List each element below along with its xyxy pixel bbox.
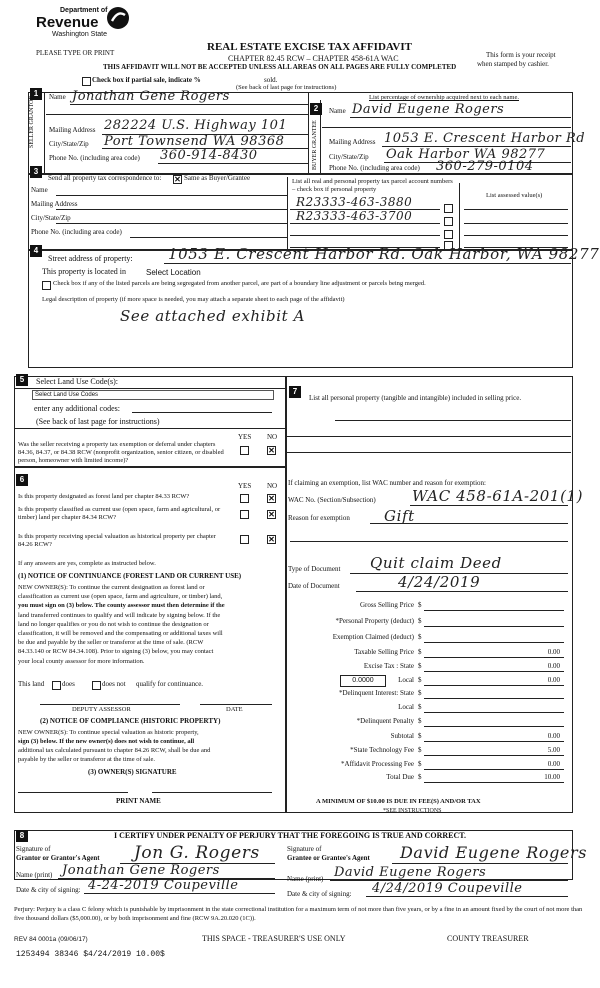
notice-compliance-text: NEW OWNER(S): To continue special valuation as historic property, sign (3) below. If the new owner(s) does not wish to continue, all additional tax calculated pursuant to chapter 84.26 RCW, shall be due and payable by the seller or transferor at the time of sale. [18,729,211,763]
grantee-date-city[interactable]: 4/24/2019 Coupeville [372,881,523,896]
buyer-name-field[interactable]: David Eugene Rogers [352,102,505,117]
state-technology-fee[interactable]: 5.00 [547,746,560,754]
total-due[interactable]: 10.00 [544,773,560,781]
document-date-field[interactable]: 4/24/2019 [398,573,481,591]
forest-no-checkbox[interactable]: ✕ [268,494,275,503]
location-select[interactable]: Select Location [146,268,201,277]
subtotal[interactable]: 0.00 [547,732,560,740]
buyer-phone-field[interactable]: 360-279-0104 [436,159,534,174]
seller-name-field[interactable]: Jonathan Gene Rogers [72,89,230,104]
wa-seal-icon [106,6,130,30]
revenue-logo: Department of Revenue Washington State [36,6,131,40]
parcel-number-2[interactable]: R23333-463-3700 [296,209,413,223]
seller-mailing-field[interactable]: 282224 U.S. Highway 101 [104,118,288,133]
affidavit-processing-fee[interactable]: 0.00 [547,760,560,768]
land-use-select[interactable]: Select Land Use Codes [32,390,274,400]
grantor-date-city[interactable]: 4-24-2019 Coupeville [88,878,239,893]
current-use-no-checkbox[interactable]: ✕ [268,510,275,519]
historic-no-checkbox[interactable]: ✕ [268,535,275,544]
segregated-checkbox[interactable] [42,281,51,290]
buyer-mailing-field[interactable]: 1053 E. Crescent Harbor Rd [384,131,586,146]
land-does-not-checkbox[interactable] [92,681,101,690]
grantee-print-name[interactable]: David Eugene Rogers [334,865,487,880]
same-as-buyer-checkbox[interactable]: ✕ [174,175,181,184]
tax-affidavit-page: Department of Revenue Washington State PLEASE TYPE OR PRINT REAL ESTATE EXCISE TAX AFFIDAVIT CHAPTER 82.45 RCW – CHAPTER 458-61A WAC THIS AFFIDAVIT WILL NOT BE ACCEPTED UNLESS ALL AREAS ON ALL PAGES ARE FULLY COMPLETED This form is your receipt when stamped by cashier. Check box if partial sale, indicate % sold. (See back of last page for instructions) 1 2 SELLER GRANTOR BUYER GRANTEE List percentage of ownership acquired next to each name. Name Jonathan Gene Rogers Mailing Address 282224 U.S. Highway 101 City/State/Zip Port Townsend WA 98368 Phone No. (including area code) 360-914-8430 Name David Eugene Rogers Mailing Address 1053 E. Crescent Harbor Rd City/State/Zip Oak Harbor WA 98277 Phone No. (including area code) 360-279-0104 3 Send all property tax correspondence to: ✕ Same as Buyer/Grantee List all real and personal property tax parcel account numbers – check box if personal property List assessed value(s) Name Mailing Address City/State/Zip Phone No. (including area code) R23333-463-3880 R23333-463-3700 4 Street address of property: 1053 E. Crescent Harbor Rd. Oak Harbor, WA 98277 This property is located in Select Location Check box if any of the listed parcels are being segregated from another parcel, are part of a boundary line adjustment or parcels being merged. Legal description of property (if more space is needed, you may attach a separate sheet to each page of the affidavit) See attached exhibit A 5 Select Land Use Code(s): Select Land Use Codes enter any additional codes: (See back of last page for instructions) YES NO Was the seller receiving a property tax exemption or deferral under chapters 84.36, 84.37, or 84.38 RCW (nonprofit organization, senior citizen, or disabled person, homeowner with limited income)? ✕ 6 YES NO Is this property designated as forest land per chapter 84.33 RCW? ✕ Is this property classified as current use (open space, farm and agricultural, or timber) land per chapter 84.34 RCW? ✕ Is this property receiving special valuation as historical property per chapter 84.26 RCW? ✕ If any answers are yes, complete as instructed below. (1) NOTICE OF CONTINUANCE (FOREST LAND OR CURRENT USE) NEW OWNER(S): To continue the current designation as forest land or classification as current use (open space, farm and agriculture, or timber) land, you must sign on (3) below. The county assessor must then determine if the land transferred continues to qualify and will indicate by signing below. If the land no longer qualifies or you do not wish to continue the designation or classification, it will be removed and the compensating or additional taxes will be due and payable by the seller or transferor at the time of sale. (RCW 84.33.140 or RCW 84.34.108). Prior to signing (3) below, you may contact your local county assessor for more information. This land does does not qualify for continuance. DEPUTY ASSESSOR DATE (2) NOTICE OF COMPLIANCE (HISTORIC PROPERTY) NEW OWNER(S): To continue special valuation as historic property, sign (3) below. If the new owner(s) does not wish to continue, all additional tax calculated pursuant to chapter 84.26 RCW, shall be due and payable by the seller or transferor at the time of sale. (3) OWNER(S) SIGNATURE PRINT NAME 7 List all personal property (tangible and intangible) included in selling price. If claiming an exemption, list WAC number and reason for exemption: WAC No. (Section/Subsection) WAC 458-61A-201(1) Reason for exemption Gift Type of Document Quit claim Deed Date of Document 4/24/2019 Gross Selling Price $ *Personal Property (deduct) $ Exemption Claimed (deduct) $ Taxable Selling Price $ 0.00 Excise Tax : State $ 0.00 0.0000 Local $ 0.00 *Delinquent Interest: State $ Local $ *Delinquent Penalty $ Subtotal $ 0.00 *State Technology Fee $ 5.00 *Affidavit Processing Fee $ 0.00 Total Due $ 10.00 A MINIMUM OF $10.00 IS DUE IN FEE(S) AND/OR TAX *SEE INSTRUCTIONS 8 I CERTIFY UNDER PENALTY OF PERJURY THAT THE FOREGOING IS TRUE AND CORRECT. Signature of Grantor or Grantor's Agent Jon G. Rogers Name (print) Jonathan Gene Rogers Date & city of signing: 4-24-2019 Coupeville Signature of Grantee or Grantee's Agent David Eugene Rogers Name (print) David Eugene Rogers Date & city of signing: 4/24/2019 Coupeville Perjury: Perjury is a class C felony which is punishable by imprisonment in the state correctional institution for a maximum term of not more than five years, or by a fine in an amount fixed by the court of not more than five thousand dollars ($5,000.00), or by both imprisonment and fine (RCW 9A.20.020 (1C)). REV 84 0001a (09/06/17) THIS SPACE - TREASURER'S USE ONLY COUNTY TREASURER 1253494 38346 $4/24/2019 10.00$ [14,7,600,959]
land-does-checkbox[interactable] [52,681,61,690]
notice-continuance-text: NEW OWNER(S): To continue the current designation as forest land or classification as current use (open space, farm and agriculture, or timber) land, you must sign on (3) below. The county assessor must then determine if the land transferred continues to qualify and will indicate by signing below. If the land no longer qualifies or you do not wish to continue the designation or classification, it will be removed and the compensating or additional taxes will be due and payable by the seller or transferor at the time of sale. (RCW 84.33.140 or RCW 84.34.108). Prior to signing (3) below, you may contact your local county assessor for more information. [18,584,225,665]
grantor-print-name[interactable]: Jonathan Gene Rogers [62,863,220,878]
perjury-notice: Perjury: Perjury is a class C felony which is punishable by imprisonment in the state correctional institution for a maximum term of not more than five years, or by a fine in an amount fixed by the court of not more than five thousand dollars ($5,000.00), or by both imprisonment and fine (RCW 9A.20.020 (1C)). [14,906,583,922]
exemption-reason-field[interactable]: Gift [384,507,415,525]
historic-yes-checkbox[interactable] [240,535,249,544]
parcel-number-1[interactable]: R23333-463-3880 [296,195,413,209]
seller-city-field[interactable]: Port Townsend WA 98368 [104,134,285,149]
excise-tax-local[interactable]: 0.00 [547,676,560,684]
seller-phone-field[interactable]: 360-914-8430 [160,148,258,163]
grantee-signature[interactable]: David Eugene Rogers [400,843,588,862]
excise-tax-state[interactable]: 0.00 [547,662,560,670]
local-rate-field[interactable]: 0.0000 [340,675,386,687]
exemption-yes-checkbox[interactable] [240,446,249,455]
wac-number-field[interactable]: WAC 458-61A-201(1) [412,487,584,505]
treasurer-stamp: 1253494 38346 $4/24/2019 10.00$ [16,950,165,959]
document-type-field[interactable]: Quit claim Deed [370,554,502,572]
page-title: REAL ESTATE EXCISE TAX AFFIDAVIT [207,41,412,53]
personal-property-checkbox-2[interactable] [444,217,453,226]
exemption-no-checkbox[interactable]: ✕ [268,446,275,455]
legal-description-field[interactable]: See attached exhibit A [120,307,306,325]
taxable-selling-price[interactable]: 0.00 [547,648,560,656]
buyer-city-field[interactable]: Oak Harbor WA 98277 [386,147,546,162]
personal-property-checkbox-1[interactable] [444,204,453,213]
forest-yes-checkbox[interactable] [240,494,249,503]
property-address-field[interactable]: 1053 E. Crescent Harbor Rd. Oak Harbor, WA 98277 [168,245,600,263]
grantor-signature[interactable]: Jon G. Rogers [134,843,260,863]
partial-sale-checkbox[interactable] [82,77,91,86]
personal-property-checkbox-3[interactable] [444,230,453,239]
current-use-yes-checkbox[interactable] [240,510,249,519]
